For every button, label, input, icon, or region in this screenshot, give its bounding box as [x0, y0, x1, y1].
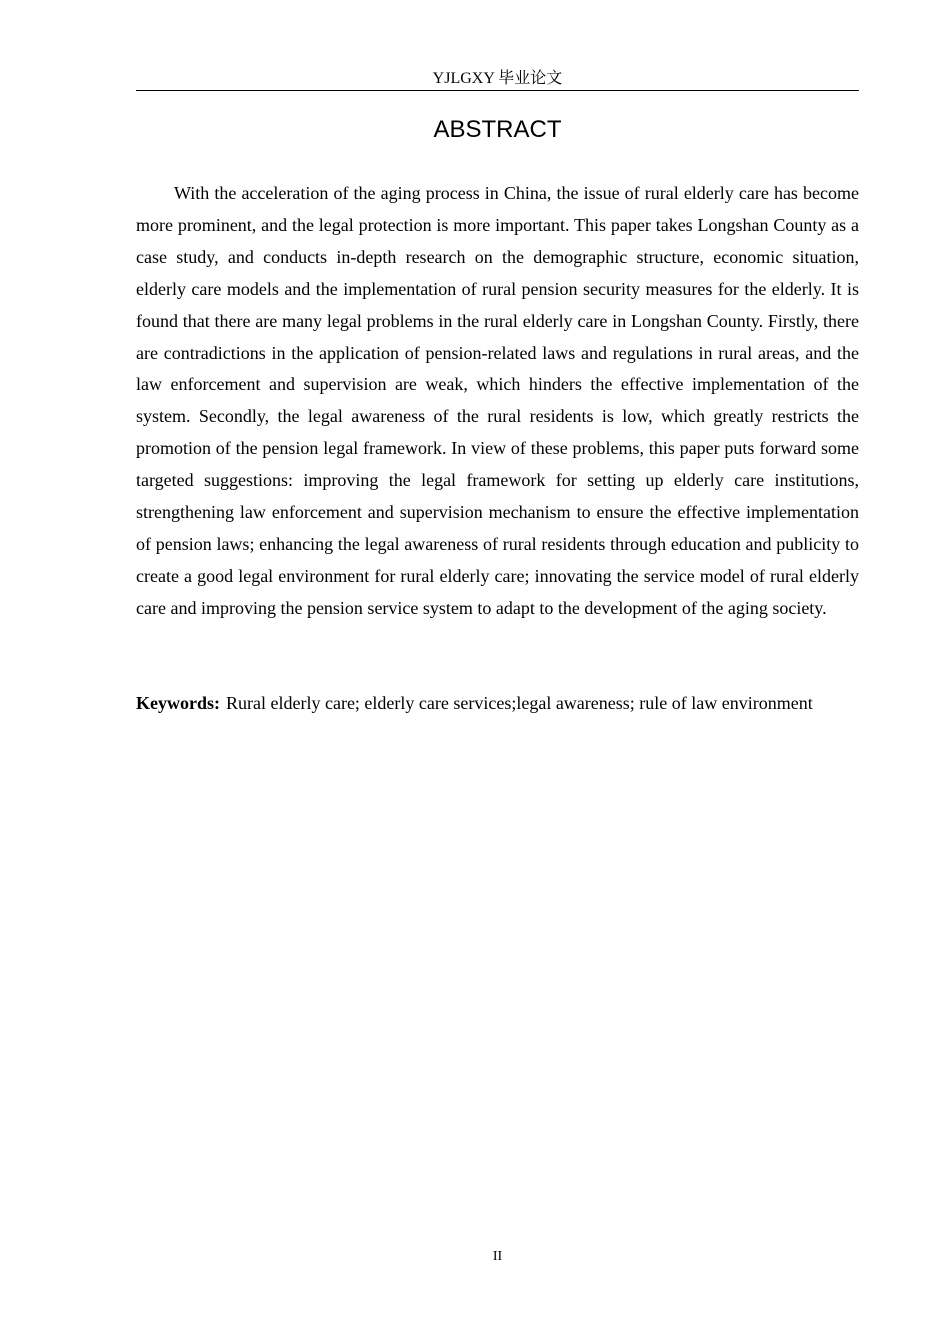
abstract-body: With the acceleration of the aging process in China, the issue of rural elderly care has become more prominent, and the legal protection is more important. This paper takes Longshan County as a case study, and conducts in-depth research on the demographic structure, economic situation, elderly care models and the implementation of rural pension security measures for the elderly. It is found that there are many legal problems in the rural elderly care in Longshan County. Firstly, there are contradictions in the application of pension-related laws and regulations in rural areas, and the law enforcement and supervision are weak, which hinders the effective implementation of the system. Secondly, the legal awareness of the rural residents is low, which greatly restricts the promotion of the pension legal framework. In view of these problems, this paper puts forward some targeted suggestions: improving the legal framework for setting up elderly care institutions, strengthening law enforcement and supervision mechanism to ensure the effective implementation of pension laws; enhancing the legal awareness of rural residents through education and publicity to create a good legal environment for rural elderly care; innovating the service model of rural elderly care and improving the pension service system to adapt to the development of the aging society.	[136, 183, 859, 618]
page-number: II	[492, 1249, 503, 1264]
running-header: YJLGXY 毕业论文	[136, 68, 859, 91]
keywords-line	[136, 688, 859, 720]
keywords-text: Rural elderly care; elderly care services;legal awareness; rule of law environment	[226, 693, 813, 713]
abstract-title: ABSTRACT	[433, 116, 562, 143]
keywords-label: Keywords:	[136, 693, 220, 713]
